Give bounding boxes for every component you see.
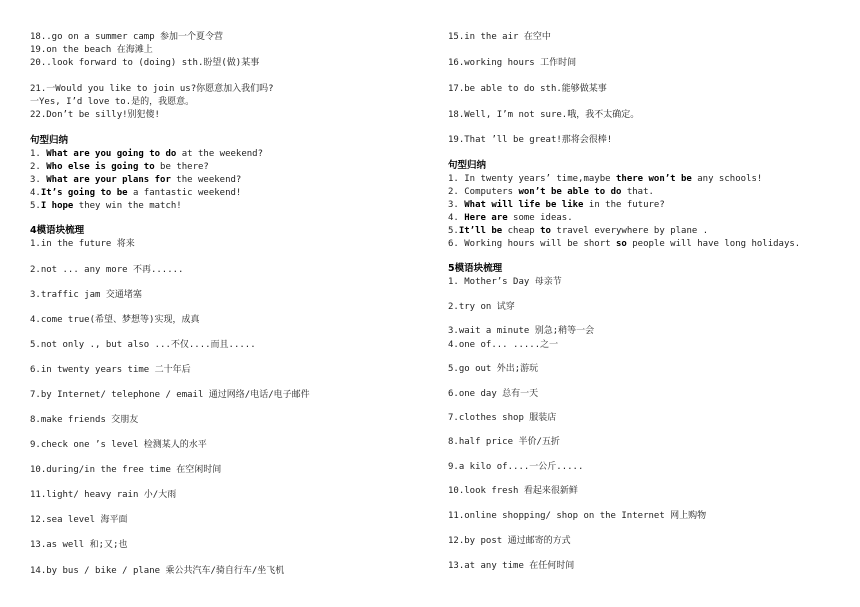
vocab-line: [448, 225, 708, 237]
vocab-line: 10.during/in the free time 在空闲时间: [30, 465, 222, 475]
line-text: be there?: [154, 162, 209, 172]
vocab-line: 12.by post 通过邮寄的方式: [448, 536, 571, 546]
vocab-line: 6.one day 总有一天: [448, 389, 539, 399]
vocab-line: [30, 148, 263, 160]
vocab-line: 19.That ’ll be great!那将会很棒!: [448, 135, 613, 145]
key-phrase: It’s going to be: [40, 188, 128, 198]
vocab-line: 5.not only ., but also ...不仅....而且.....: [30, 340, 256, 350]
vocab-line: [448, 173, 762, 185]
vocab-line: 1. Mother’s Day 母亲节: [448, 277, 562, 287]
line-text: people will have long holidays.: [626, 239, 801, 249]
vocab-line: 3.traffic jam 交通堵塞: [30, 290, 142, 300]
vocab-line: 10.look fresh 看起来很新鲜: [448, 486, 578, 496]
vocab-line: 1.in the future 将来: [30, 239, 135, 249]
line-text: travel everywhere by plane .: [550, 226, 709, 236]
vocab-line: [30, 174, 241, 186]
vocab-line: 2.not ... any more 不再......: [30, 265, 184, 275]
key-phrase: What are your plans for: [46, 175, 171, 185]
section-heading: 5模语块梳理: [448, 263, 503, 274]
vocab-line: 12.sea level 海平面: [30, 515, 128, 525]
line-text: 3.: [30, 175, 47, 185]
vocab-line: 9.check one ’s level 检测某人的水平: [30, 440, 207, 450]
vocab-line: 4.come true(希望、梦想等)实现，成真: [30, 315, 200, 325]
line-text: 2. Computers: [448, 187, 519, 197]
vocab-line: [448, 212, 573, 224]
key-phrase: Who else is going to: [46, 162, 155, 172]
vocab-line: 3.wait a minute 别急;稍等一会: [448, 326, 595, 336]
key-phrase: there won’t be: [615, 174, 692, 184]
vocab-line: 6.in twenty years time 二十年后: [30, 365, 191, 375]
line-text: 4.: [30, 188, 41, 198]
vocab-line: 11.light/ heavy rain 小/大雨: [30, 490, 177, 500]
vocab-line: 13.at any time 在任何时间: [448, 561, 575, 571]
vocab-line: 5.go out 外出;游玩: [448, 364, 539, 374]
vocab-line: 7.by Internet/ telephone / email 通过网络/电话/电子邮件: [30, 390, 310, 400]
vocab-line: 一Yes, I’d love to.是的，我愿意。: [30, 97, 195, 107]
vocab-line: 13.as well 和;又;也: [30, 540, 128, 550]
vocab-line: 8.half price 半价/五折: [448, 437, 560, 447]
line-text: 6. Working hours will be short: [448, 239, 616, 249]
line-text: at the weekend?: [176, 149, 264, 159]
vocab-line: 18..go on a summer camp 参加一个夏令营: [30, 32, 224, 42]
vocab-line: 4.one of... .....之一: [448, 340, 559, 350]
vocab-line: 8.make friends 交朋友: [30, 415, 139, 425]
line-text: they win the match!: [73, 201, 182, 211]
key-phrase: It’ll be: [458, 226, 503, 236]
line-text: 3.: [448, 200, 465, 210]
vocab-line: 2.try on 试穿: [448, 302, 515, 312]
vocab-line: 11.online shopping/ shop on the Internet 网上购物: [448, 511, 707, 521]
vocab-line: [448, 238, 800, 250]
key-phrase: I hope: [40, 201, 74, 211]
vocab-line: 14.by bus / bike / plane 乘公共汽车/骑自行车/坐飞机: [30, 566, 285, 576]
line-text: 5.: [30, 201, 41, 211]
vocab-line: 19.on the beach 在海滩上: [30, 45, 153, 55]
section-heading: 4模语块梳理: [30, 225, 85, 236]
vocab-line: 22.Don’t be silly!别犯傻!: [30, 110, 160, 120]
section-heading: 句型归纳: [30, 135, 69, 146]
key-phrase: won’t be able to do: [518, 187, 622, 197]
vocab-line: 7.clothes shop 服装店: [448, 413, 557, 423]
key-phrase: Here are: [464, 213, 508, 223]
key-phrase: so: [615, 239, 627, 249]
vocab-line: 9.a kilo of....一公斤.....: [448, 462, 584, 472]
line-text: 5.: [448, 226, 459, 236]
vocab-line: 16.working hours 工作时间: [448, 58, 577, 68]
vocab-line: 21.一Would you like to join us?你愿意加入我们吗?: [30, 84, 274, 94]
key-phrase: What will life be like: [464, 200, 584, 210]
line-text: in the future?: [583, 200, 665, 210]
vocab-line: 15.in the air 在空中: [448, 32, 551, 42]
vocab-line: 18.Well, I’m not sure.哦，我不太确定。: [448, 110, 640, 120]
line-text: cheap: [502, 226, 541, 236]
vocab-line: [30, 161, 209, 173]
vocab-line: [30, 200, 182, 212]
key-phrase: What are you going to do: [46, 149, 177, 159]
line-text: a fantastic weekend!: [127, 188, 242, 198]
line-text: 1.: [30, 149, 47, 159]
line-text: 2.: [30, 162, 47, 172]
line-text: the weekend?: [170, 175, 242, 185]
line-text: 4.: [448, 213, 465, 223]
line-text: some ideas.: [507, 213, 573, 223]
vocab-line: 17.be able to do sth.能够做某事: [448, 84, 607, 94]
line-text: 1. In twenty years’ time,maybe: [448, 174, 616, 184]
vocab-line: [448, 186, 654, 198]
line-text: that.: [621, 187, 654, 197]
key-phrase: to: [540, 226, 551, 236]
vocab-line: 20..look forward to (doing) sth.盼望(做)某事: [30, 58, 260, 68]
vocab-line: [30, 187, 241, 199]
line-text: any schools!: [691, 174, 763, 184]
vocab-line: [448, 199, 665, 211]
section-heading: 句型归纳: [448, 160, 487, 171]
